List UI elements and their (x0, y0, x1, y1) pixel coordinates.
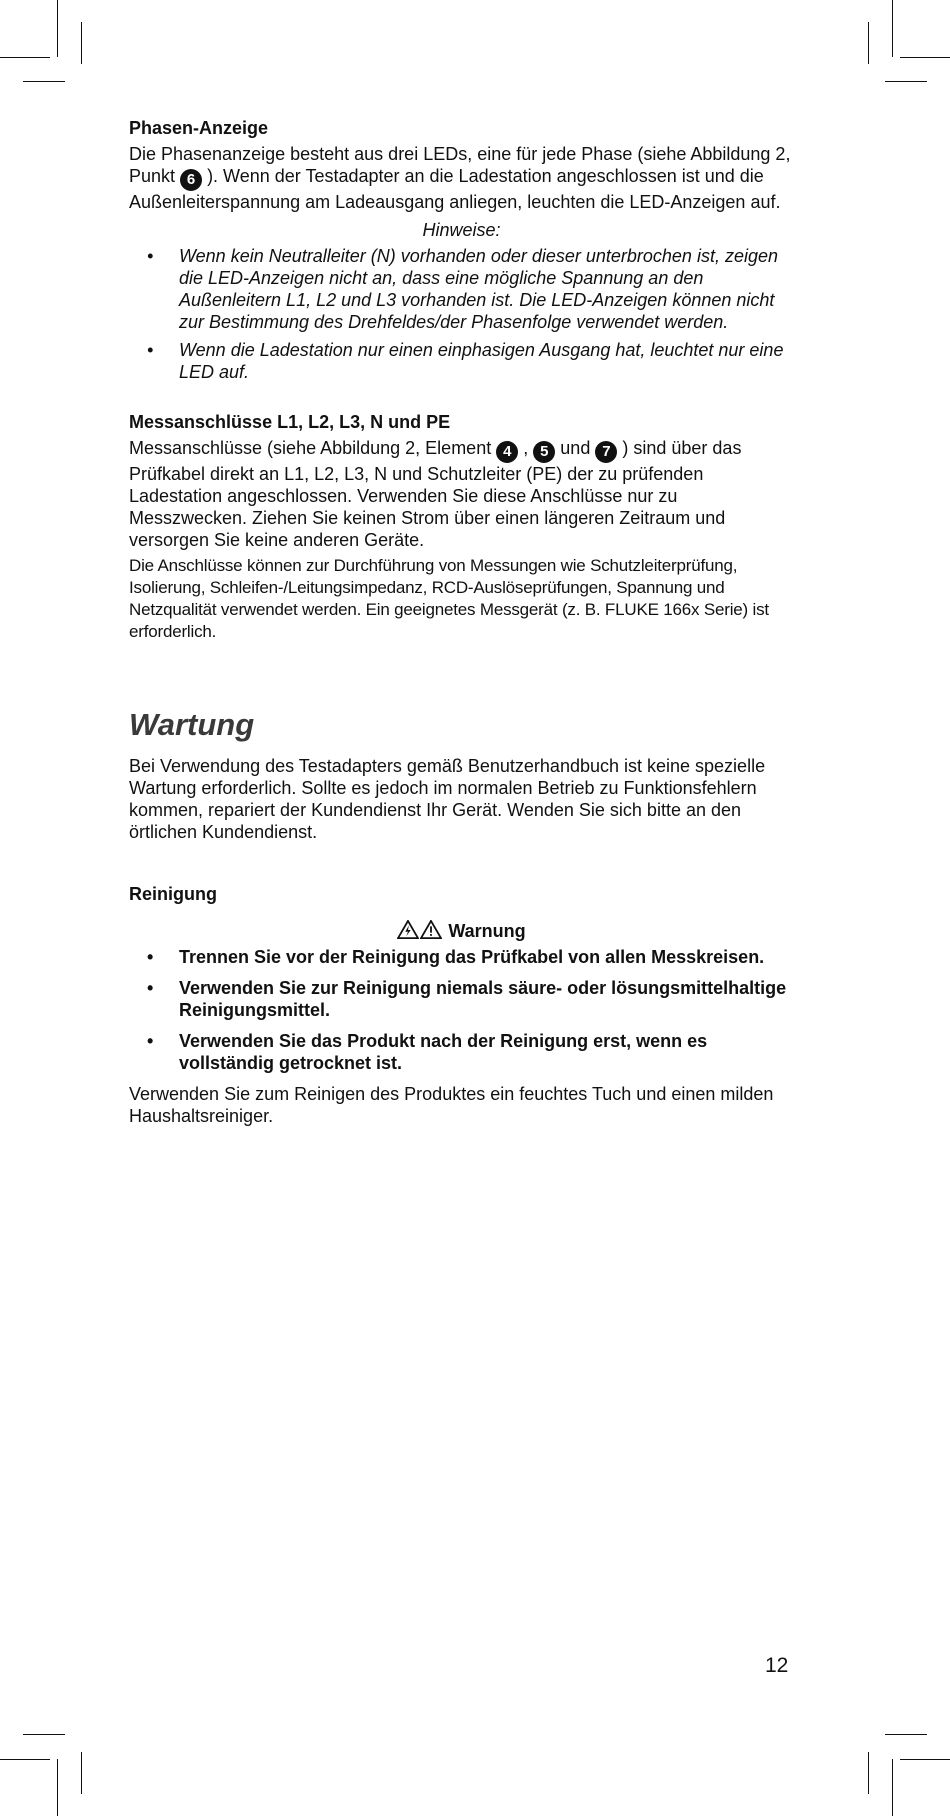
crop-mark (892, 0, 893, 57)
mess-sep-1: , (523, 438, 529, 458)
reinigung-paragraph: Verwenden Sie zum Reinigen des Produktes ein feuchtes Tuch und einen milden Haushaltsreiniger. (129, 1084, 774, 1126)
warning-triangle-icon (420, 920, 442, 939)
marker-7: 7 (595, 441, 617, 463)
bullet: • (147, 978, 154, 998)
crop-mark (892, 1759, 893, 1816)
mess-heading: Messanschlüsse L1, L2, L3, N und PE (129, 412, 451, 432)
crop-mark (868, 22, 869, 64)
warning-text: Verwenden Sie das Produkt nach der Reinigung erst, wenn es vollständig getrocknet ist. (179, 1031, 708, 1073)
note-item (129, 339, 794, 383)
notes-list (129, 245, 794, 383)
mess-paragraph-1 (129, 437, 794, 551)
phasen-paragraph (129, 143, 794, 213)
crop-mark (81, 1752, 82, 1794)
warning-label: Warnung (448, 921, 526, 941)
note-item (129, 245, 794, 333)
crop-mark (900, 57, 950, 58)
marker-4: 4 (496, 441, 518, 463)
crop-mark (0, 1759, 50, 1760)
bullet: • (147, 947, 154, 967)
wartung-paragraph: Bei Verwendung des Testadapters gemäß Benutzerhandbuch ist keine spezielle Wartung erforderlich. Sollte es jedoch im normalen Betrieb zu Funktionsfehlern kommen, repariert der Kundendienst Ihr Gerät. Wenden Sie sich bitte an den örtlichen Kundendienst. (129, 756, 766, 842)
notes-label: Hinweise: (422, 220, 501, 240)
crop-mark (81, 22, 82, 64)
crop-mark (885, 81, 927, 82)
marker-5: 5 (533, 441, 555, 463)
page-content (129, 117, 794, 1127)
warning-item (129, 1030, 794, 1074)
wartung-heading: Wartung (129, 707, 255, 742)
phasen-text-a: Die Phasenanzeige besteht aus drei LEDs, eine für jede Phase (siehe Abbildung 2, Punkt (129, 144, 791, 186)
bullet: • (147, 246, 154, 266)
crop-mark (868, 1752, 869, 1794)
crop-mark (900, 1759, 950, 1760)
mess-paragraph-2: Die Anschlüsse können zur Durchführung von Messungen wie Schutzleiterprüfung, Isolierung, Schleifen-/Leitungsimpedanz, RCD-Auslöseprüfungen, Spannung und Netzqualität verwendet werden. Ein geeignetes Messgerät (z. B. FLUKE 166x Serie) ist erforderlich. (129, 556, 769, 641)
mess-text-a: Messanschlüsse (siehe Abbildung 2, Element (129, 438, 492, 458)
phasen-heading: Phasen-Anzeige (129, 118, 269, 138)
crop-mark (23, 1734, 65, 1735)
bullet: • (147, 340, 154, 360)
marker-6: 6 (180, 169, 202, 191)
warning-item (129, 977, 794, 1021)
warning-item (129, 946, 794, 968)
warning-text: Verwenden Sie zur Reinigung niemals säure- oder lösungsmittelhaltige Reinigungsmittel. (179, 978, 787, 1020)
crop-mark (57, 1759, 58, 1816)
phasen-text-b: ). Wenn der Testadapter an die Ladestation angeschlossen ist und die Außenleiterspannung am Ladeausgang anliegen, leuchten die LED-Anzeigen auf. (129, 166, 781, 212)
warning-text: Trennen Sie vor der Reinigung das Prüfkabel von allen Messkreisen. (179, 947, 765, 967)
reinigung-heading: Reinigung (129, 884, 217, 904)
mess-text-b: ) sind über das Prüfkabel direkt an L1, L2, L3, N und Schutzleiter (PE) der zu prüfenden Ladestation angeschlossen. Verwenden Sie diese Anschlüsse nur zu Messzwecken. Ziehen Sie keinen Strom über einen längeren Zeitraum und versorgen Sie keine anderen Geräte. (129, 438, 742, 550)
bullet: • (147, 1031, 154, 1051)
crop-mark (23, 81, 65, 82)
crop-mark (0, 57, 50, 58)
electric-hazard-icon (397, 920, 419, 939)
warning-list (129, 946, 794, 1074)
note-text: Wenn kein Neutralleiter (N) vorhanden oder dieser unterbrochen ist, zeigen die LED-Anzeigen nicht an, dass eine mögliche Spannung an den Außenleitern L1, L2 und L3 vorhanden ist. Die LED-Anzeigen können nicht zur Bestimmung des Drehfeldes/der Phasenfolge verwendet werden. (179, 246, 778, 332)
note-text: Wenn die Ladestation nur einen einphasigen Ausgang hat, leuchtet nur eine LED auf. (179, 340, 784, 382)
crop-mark (57, 0, 58, 57)
page-number: 12 (765, 1654, 789, 1677)
mess-sep-2: und (560, 438, 591, 458)
warning-header (129, 920, 794, 942)
crop-mark (885, 1734, 927, 1735)
